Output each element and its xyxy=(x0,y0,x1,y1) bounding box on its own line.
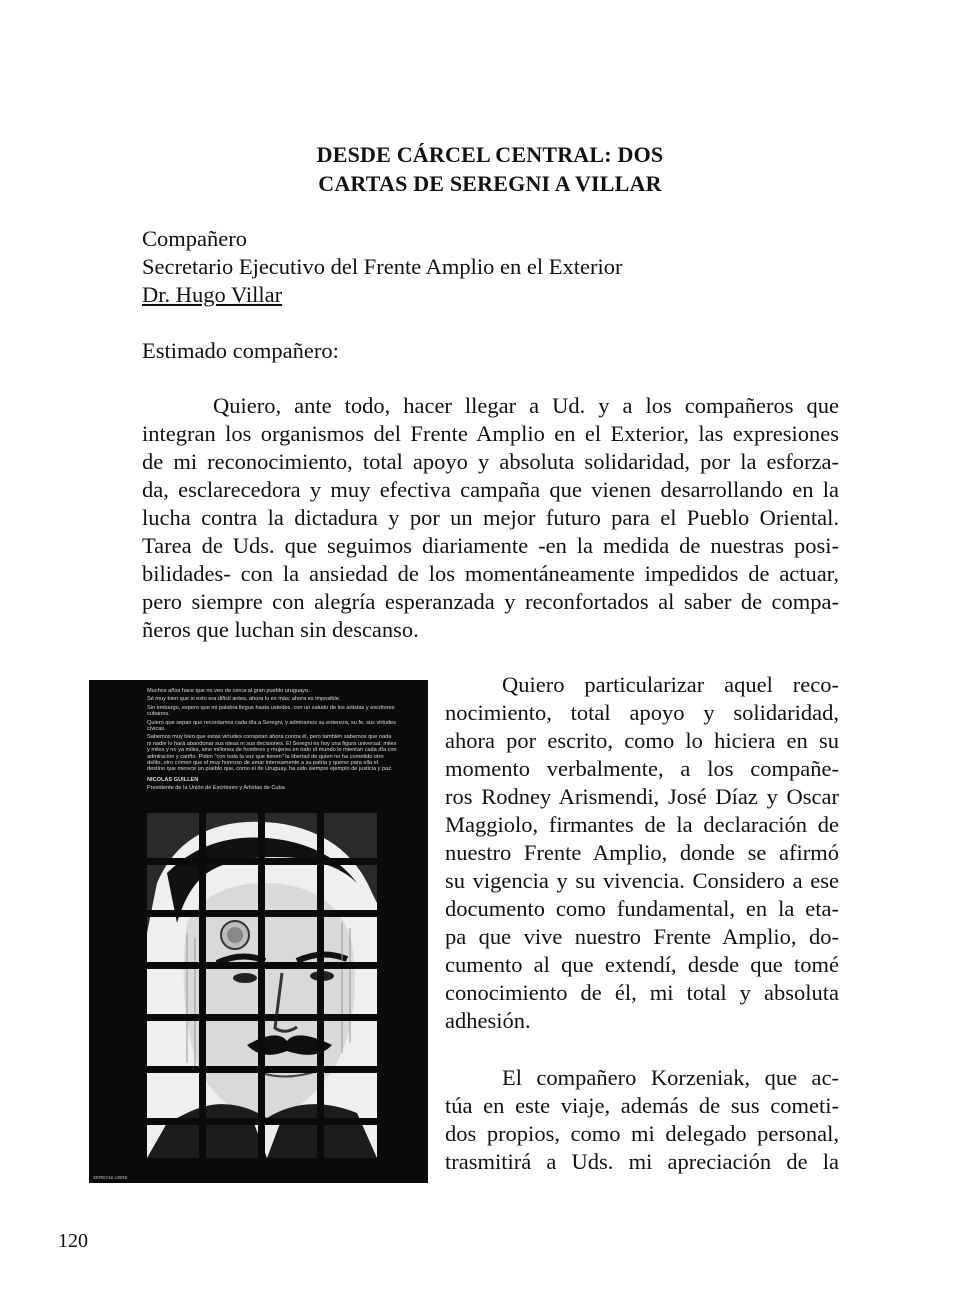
text-line: Maggiolo, firmantes de la declaración de xyxy=(445,812,839,837)
poster-text-line: Sin embargo, espero que mi palabra llegue hasta ustedes, con un saludo de los artistas y escritores cubanos. xyxy=(147,704,395,718)
text-line: adhesión. xyxy=(445,1008,531,1033)
text-line: conocimiento de él, mi total y absoluta xyxy=(445,980,839,1005)
paragraph-2 xyxy=(445,671,839,1035)
text-line: de mi reconocimiento, total apoyo y absoluta solidaridad, por la esforza- xyxy=(142,449,839,474)
paragraph-1 xyxy=(142,392,839,644)
text-line: trasmitirá a Uds. mi apreciación de la xyxy=(445,1149,839,1174)
letter-address xyxy=(142,225,622,309)
poster-text-line: Quiero que sepan que recordamos cada día a Seregni, y admiramos su entereza, su fe, sus virtudes cívicas. xyxy=(147,719,397,733)
poster-signature: NICOLAS GUILLEN xyxy=(147,776,199,783)
text-line: momento verbalmente, a los compañe- xyxy=(445,756,839,781)
seregni-poster-image xyxy=(89,680,428,1183)
portrait-grid xyxy=(147,813,377,1158)
address-line-2: Secretario Ejecutivo del Frente Amplio en el Exterior xyxy=(142,254,623,279)
poster-text-line: Muchos años hace que no veo de cerca al gran pueblo uruguayo. xyxy=(147,688,310,694)
title-line-2: CARTAS DE SEREGNI A VILLAR xyxy=(318,171,662,196)
greeting: Estimado compañero: xyxy=(142,338,339,363)
text-line: Tarea de Uds. que seguimos diariamente -en la medida de nuestras posi- xyxy=(142,533,839,558)
address-line-1: Compañero xyxy=(142,226,247,251)
text-line: bilidades- con la ansiedad de los momentáneamente impedidos de actuar, xyxy=(142,561,839,586)
text-line: El compañero Korzeniak, que ac- xyxy=(502,1065,839,1090)
text-line: nocimiento, total apoyo y solidaridad, xyxy=(445,700,839,725)
paragraph-3 xyxy=(445,1064,839,1176)
text-line: pa que vive nuestro Frente Amplio, do- xyxy=(445,924,839,949)
text-line: nuestro Frente Amplio, donde se afirmó xyxy=(445,840,839,865)
text-line: Quiero particularizar aquel reco- xyxy=(502,672,839,697)
page-number: 120 xyxy=(58,1230,88,1252)
text-line: pero siempre con alegría esperanzada y reconfortados al saber de compa- xyxy=(142,589,839,614)
chapter-title xyxy=(190,140,790,198)
poster-footer: SEREGNI LIBRE xyxy=(93,1175,128,1180)
text-line: su vigencia y su vivencia. Considero a ese xyxy=(445,868,839,893)
text-line: integran los organismos del Frente Amplio en el Exterior, las expresiones xyxy=(142,421,839,446)
text-line: ros Rodney Arismendi, José Díaz y Oscar xyxy=(445,784,839,809)
poster-text-line: Sé muy bien que si esto era difícil antes, ahora lo es más; ahora es imposible. xyxy=(147,696,341,703)
title-line-1: DESDE CÁRCEL CENTRAL: DOS xyxy=(316,142,664,167)
text-line: lucha contra la dictadura y por un mejor futuro para el Pueblo Oriental. xyxy=(142,505,839,530)
text-line: da, esclarecedora y muy efectiva campaña que vienen desarrollando en la xyxy=(142,477,839,502)
poster-signature-title: Presidente de la Unión de Escritores y Artistas de Cuba xyxy=(147,785,285,792)
text-line: cumento al que extendí, desde que tomé xyxy=(445,952,839,977)
text-line: ahora por escrito, como lo hiciera en su xyxy=(445,728,839,753)
text-line: ñeros que luchan sin descanso. xyxy=(142,617,419,642)
text-line: túa en este viaje, además de sus cometi- xyxy=(445,1093,839,1118)
poster-text xyxy=(147,688,397,794)
text-line: dos propios, como mi delegado personal, xyxy=(445,1121,839,1146)
address-line-3: Dr. Hugo Villar xyxy=(142,282,283,307)
text-line: Quiero, ante todo, hacer llegar a Ud. y a los compañeros que xyxy=(213,393,839,418)
text-line: documento como fundamental, en la eta- xyxy=(445,896,839,921)
poster-text-line: Sabemos muy bien que estas virtudes conspiran ahora contra él, pero también sabemos que nada ni nadie lo hará abandonar sus ideas ni sus decisiones. El Seregni es hoy una figura universal; miles y miles y no ya miles, sino millones de hombres y mujeres en todo el mundo lo mientan cada día con admiración y cariño. Piden "con toda la voz que tienen" la libertad de quien no ha cometido otro delito, otro crimen que el muy honroso de amar intensamente a su patria y querer para ella el destino que merece un pueblo que, como el de Uruguay, ha sido siempre ejemplo de justicia y paz. xyxy=(147,734,397,773)
